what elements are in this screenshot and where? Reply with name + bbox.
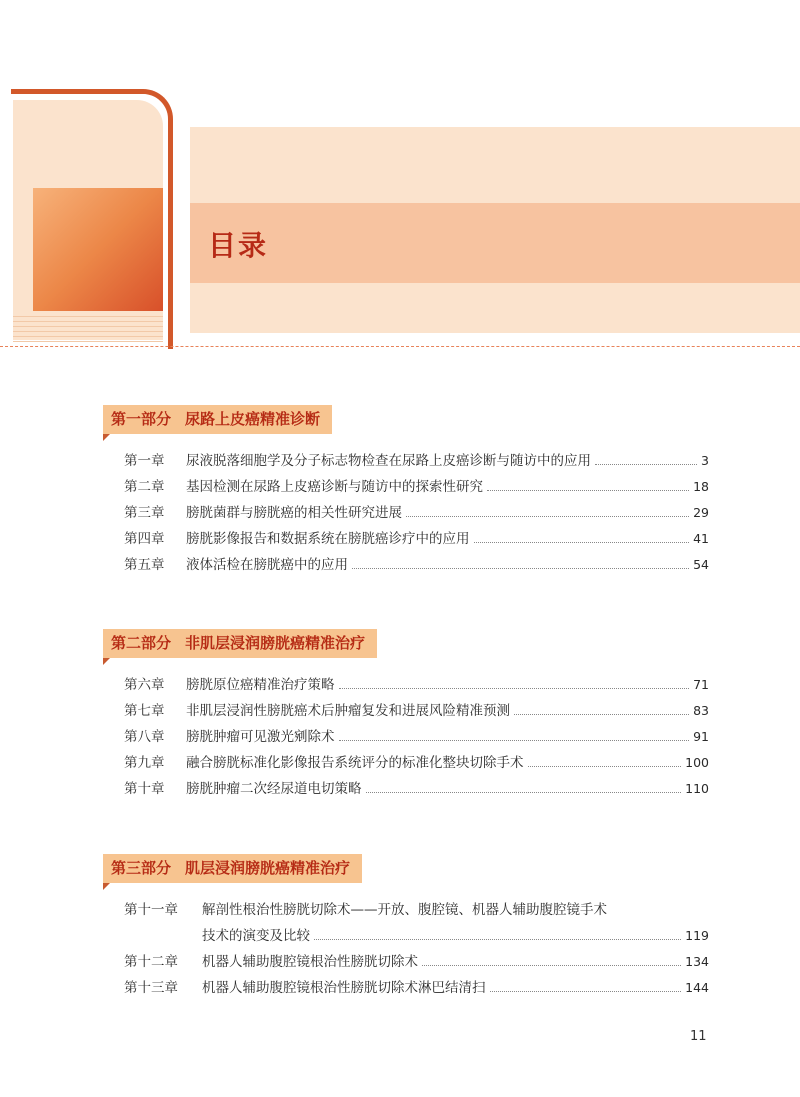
chapter-number: 第三章 — [124, 505, 165, 521]
page-number: 91 — [693, 729, 709, 744]
page-number: 100 — [685, 755, 709, 770]
chapter-number: 第一章 — [124, 453, 165, 469]
chapter-title: 非肌层浸润性膀胱癌术后肿瘤复发和进展风险精准预测 — [186, 703, 510, 719]
toc-entry[interactable] — [103, 975, 723, 1001]
chapter-title: 尿液脱落细胞学及分子标志物检查在尿路上皮癌诊断与随访中的应用 — [186, 453, 591, 469]
toc-entry[interactable] — [103, 897, 723, 949]
toc-entry[interactable] — [103, 672, 723, 698]
chapter-list — [103, 448, 723, 578]
dot-leader — [490, 990, 682, 992]
chapter-title: 液体活检在膀胱癌中的应用 — [186, 557, 348, 573]
toc-entry[interactable] — [103, 474, 723, 500]
toc-entry[interactable] — [103, 552, 723, 578]
footer-page-number: 11 — [690, 1029, 707, 1044]
toc-entry[interactable] — [103, 949, 723, 975]
dot-leader — [352, 567, 689, 569]
page-number: 3 — [701, 453, 709, 468]
page-number: 134 — [685, 954, 709, 969]
page-number: 119 — [685, 928, 709, 943]
dot-leader — [487, 489, 689, 491]
chapter-title: 膀胱原位癌精准治疗策略 — [186, 677, 335, 693]
toc-entry[interactable] — [103, 776, 723, 802]
chapter-title: 膀胱肿瘤可见激光剜除术 — [186, 729, 335, 745]
chapter-number: 第七章 — [124, 703, 165, 719]
chapter-number: 第四章 — [124, 531, 165, 547]
part-name: 非肌层浸润膀胱癌精准治疗 — [185, 634, 366, 652]
part-3-section — [103, 854, 723, 1001]
part-2-heading — [103, 629, 377, 658]
chapter-list — [103, 897, 723, 1001]
dot-leader — [514, 713, 689, 715]
chapter-title: 基因检测在尿路上皮癌诊断与随访中的探索性研究 — [186, 479, 483, 495]
toc-entry[interactable] — [103, 750, 723, 776]
part-name: 肌层浸润膀胱癌精准治疗 — [185, 859, 351, 877]
chapter-list — [103, 672, 723, 802]
dot-leader — [595, 463, 697, 465]
dot-leader — [528, 765, 682, 767]
part-3-heading — [103, 854, 362, 883]
page-number: 83 — [693, 703, 709, 718]
chapter-number: 第六章 — [124, 677, 165, 693]
page-number: 71 — [693, 677, 709, 692]
part-label: 第三部分 — [111, 859, 172, 877]
header-dashed-divider — [0, 346, 800, 347]
part-name: 尿路上皮癌精准诊断 — [185, 410, 321, 428]
page-number: 41 — [693, 531, 709, 546]
dot-leader — [406, 515, 689, 517]
chapter-number: 第十章 — [124, 781, 165, 797]
header-banner-bottom — [190, 283, 800, 333]
part-label: 第一部分 — [111, 410, 172, 428]
toc-entry[interactable] — [103, 500, 723, 526]
chapter-number: 第十三章 — [124, 980, 178, 996]
page-number: 54 — [693, 557, 709, 572]
dot-leader — [314, 938, 681, 940]
page-number: 144 — [685, 980, 709, 995]
page-title: 目录 — [208, 229, 269, 262]
chapter-title: 膀胱影像报告和数据系统在膀胱癌诊疗中的应用 — [186, 531, 470, 547]
chapter-number: 第十二章 — [124, 954, 178, 970]
chapter-title: 技术的演变及比较 — [202, 928, 310, 944]
chapter-title-line-1: 解剖性根治性膀胱切除术——开放、腹腔镜、机器人辅助腹腔镜手术 — [202, 902, 607, 918]
part-1-section — [103, 405, 723, 578]
toc-entry[interactable] — [103, 526, 723, 552]
chapter-number: 第九章 — [124, 755, 165, 771]
chapter-number: 第八章 — [124, 729, 165, 745]
chapter-number: 第五章 — [124, 557, 165, 573]
chapter-title: 膀胱菌群与膀胱癌的相关性研究进展 — [186, 505, 402, 521]
dot-leader — [422, 964, 681, 966]
dot-leader — [474, 541, 690, 543]
toc-entry[interactable] — [103, 724, 723, 750]
part-label: 第二部分 — [111, 634, 172, 652]
toc-entry[interactable] — [103, 448, 723, 474]
dot-leader — [366, 791, 682, 793]
book-cover-gradient — [33, 188, 163, 311]
header-banner-top — [190, 127, 800, 203]
chapter-number: 第二章 — [124, 479, 165, 495]
chapter-number: 第十一章 — [124, 902, 178, 918]
dot-leader — [339, 739, 690, 741]
chapter-title: 膀胱肿瘤二次经尿道电切策略 — [186, 781, 362, 797]
chapter-title: 机器人辅助腹腔镜根治性膀胱切除术 — [202, 954, 418, 970]
page-number: 110 — [685, 781, 709, 796]
header-banner-middle — [190, 203, 800, 283]
chapter-title: 融合膀胱标准化影像报告系统评分的标准化整块切除手术 — [186, 755, 524, 771]
chapter-title: 机器人辅助腹腔镜根治性膀胱切除术淋巴结清扫 — [202, 980, 486, 996]
part-1-heading — [103, 405, 332, 434]
page-number: 29 — [693, 505, 709, 520]
dot-leader — [339, 687, 690, 689]
page-number: 18 — [693, 479, 709, 494]
part-2-section — [103, 629, 723, 802]
book-pages-lines — [13, 316, 163, 346]
toc-entry[interactable] — [103, 698, 723, 724]
